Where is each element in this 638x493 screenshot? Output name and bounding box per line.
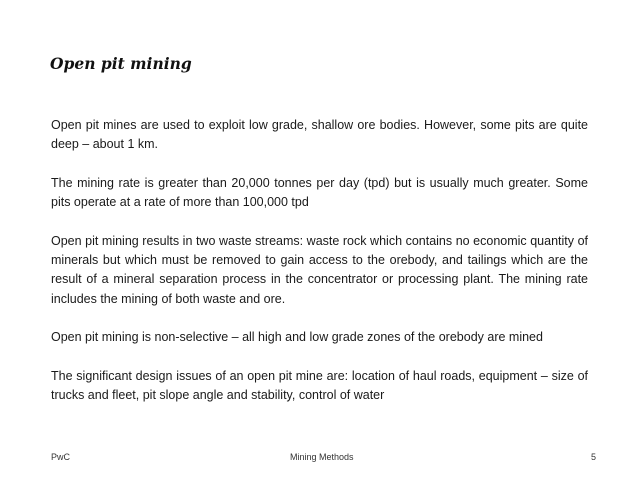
paragraph-design-issues: The significant design issues of an open pit mine are: location of haul roads, equipment – size of trucks and fleet, pit slope angle and stability, control of water bbox=[51, 368, 588, 403]
footer-page-number: 5 bbox=[590, 452, 596, 462]
slide-title: Open pit mining bbox=[50, 54, 192, 73]
paragraph-waste-streams: Open pit mining results in two waste streams: waste rock which contains no economic quantity of minerals but which must be removed to gain access to the orebody, and tailings which are the result of a mineral separation process in the concentrator or processing plant. The mining rate includes the mining of both waste and ore. bbox=[51, 233, 588, 306]
paragraph-mining-rate: The mining rate is greater than 20,000 tonnes per day (tpd) but is usually much greater. Some pits operate at a rate of more than 100,000 tpd bbox=[51, 175, 588, 210]
paragraph-open-pit-overview: Open pit mines are used to exploit low grade, shallow ore bodies. However, some pits are quite deep – about 1 km. bbox=[51, 118, 588, 152]
slide-body bbox=[51, 116, 588, 405]
paragraph-non-selective: Open pit mining is non-selective – all high and low grade zones of the orebody are mined bbox=[51, 330, 543, 345]
footer-section-title: Mining Methods bbox=[290, 452, 354, 462]
footer-company: PwC bbox=[51, 452, 71, 462]
